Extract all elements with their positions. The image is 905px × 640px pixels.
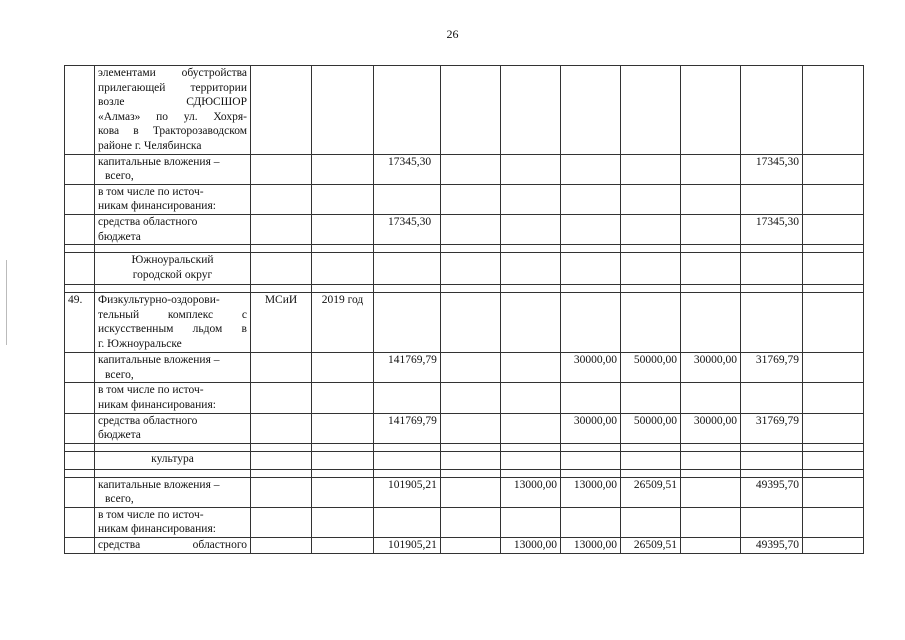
cell-empty <box>803 353 864 383</box>
cell-empty <box>621 383 681 413</box>
cell-empty <box>561 451 621 469</box>
cell-responsible <box>251 66 312 155</box>
description-line: г. Южноуральске <box>98 337 182 350</box>
table-row <box>65 477 864 507</box>
cell-value: 31769,79 <box>741 413 803 443</box>
cell-empty <box>681 214 741 244</box>
cell-total <box>374 451 441 469</box>
cell-index <box>65 184 95 214</box>
cell-empty <box>561 253 621 285</box>
table-row-spacer <box>65 245 864 253</box>
description-line: никам финансирования: <box>98 398 216 411</box>
cell-responsible <box>251 413 312 443</box>
description-line: в том числе по источ- <box>98 185 204 198</box>
cell-empty <box>441 538 501 554</box>
cell-responsible <box>251 538 312 554</box>
cell-responsible <box>251 154 312 184</box>
cell-year <box>312 538 374 554</box>
cell-empty <box>621 214 681 244</box>
cell-index <box>65 66 95 155</box>
cell-description <box>95 353 251 383</box>
cell-description <box>95 413 251 443</box>
cell-total: 141769,79 <box>374 353 441 383</box>
cell-description <box>95 214 251 244</box>
cell-value: 26509,51 <box>621 538 681 554</box>
cell-empty <box>621 451 681 469</box>
cell-description <box>95 253 251 285</box>
description-line: средства областного <box>98 414 198 427</box>
cell-empty <box>441 353 501 383</box>
cell-empty <box>621 507 681 537</box>
cell-responsible <box>251 477 312 507</box>
cell-empty <box>681 383 741 413</box>
cell-total: 141769,79 <box>374 413 441 443</box>
cell-total <box>374 253 441 285</box>
cell-description <box>95 66 251 155</box>
cell-index <box>65 538 95 554</box>
description-line: возле СДЮСШОР <box>98 96 247 109</box>
description-line: тельный комплекс с <box>98 308 247 321</box>
cell-index <box>65 353 95 383</box>
table-row <box>65 538 864 554</box>
cell-empty <box>803 253 864 285</box>
cell-empty <box>561 184 621 214</box>
description-line: всего, <box>105 493 134 506</box>
cell-year <box>312 413 374 443</box>
cell-empty <box>741 383 803 413</box>
cell-total: 101905,21 <box>374 477 441 507</box>
cell-description <box>95 293 251 353</box>
cell-empty <box>681 184 741 214</box>
cell-index <box>65 451 95 469</box>
cell-empty <box>441 253 501 285</box>
description-line: в том числе по источ- <box>98 384 204 397</box>
cell-value: 50000,00 <box>621 413 681 443</box>
cell-empty <box>501 451 561 469</box>
cell-empty <box>441 451 501 469</box>
cell-total: 17345,30 <box>374 154 441 184</box>
cell-empty <box>741 507 803 537</box>
cell-empty <box>803 451 864 469</box>
table-row <box>65 507 864 537</box>
cell-empty <box>441 293 501 353</box>
table-row <box>65 451 864 469</box>
table-row <box>65 293 864 353</box>
description-line: Южноуральский <box>131 254 214 267</box>
cell-description <box>95 154 251 184</box>
table-row <box>65 353 864 383</box>
cell-empty <box>803 66 864 155</box>
cell-value: 13000,00 <box>561 538 621 554</box>
cell-total <box>374 507 441 537</box>
cell-empty <box>681 66 741 155</box>
cell-empty <box>681 538 741 554</box>
cell-empty <box>501 507 561 537</box>
cell-empty <box>501 353 561 383</box>
description-line: искусственным льдом в <box>98 323 247 336</box>
cell-empty <box>501 383 561 413</box>
cell-responsible <box>251 214 312 244</box>
cell-responsible <box>251 184 312 214</box>
description-line: капитальные вложения – <box>98 155 220 168</box>
cell-empty <box>441 413 501 443</box>
cell-total <box>374 184 441 214</box>
cell-description <box>95 538 251 554</box>
description-line: никам финансирования: <box>98 200 216 213</box>
cell-empty <box>681 451 741 469</box>
table-row <box>65 253 864 285</box>
cell-total: 101905,21 <box>374 538 441 554</box>
cell-responsible <box>251 451 312 469</box>
cell-empty <box>621 184 681 214</box>
table-row-spacer <box>65 469 864 477</box>
scan-margin-mark <box>6 260 7 345</box>
cell-responsible <box>251 507 312 537</box>
cell-empty <box>501 184 561 214</box>
cell-year: 2019 год <box>312 293 374 353</box>
table-row <box>65 413 864 443</box>
cell-year <box>312 507 374 537</box>
description-line: всего, <box>105 368 134 381</box>
cell-total <box>374 293 441 353</box>
cell-empty <box>501 293 561 353</box>
cell-empty <box>561 154 621 184</box>
cell-index: 49. <box>65 293 95 353</box>
cell-empty <box>681 293 741 353</box>
cell-empty <box>803 154 864 184</box>
description-line: Физкультурно-оздорови- <box>98 294 220 307</box>
cell-responsible <box>251 253 312 285</box>
cell-empty <box>561 214 621 244</box>
cell-responsible <box>251 383 312 413</box>
cell-empty <box>441 66 501 155</box>
table-row-spacer <box>65 443 864 451</box>
cell-empty <box>441 184 501 214</box>
cell-total <box>374 383 441 413</box>
cell-empty <box>803 184 864 214</box>
cell-empty <box>501 154 561 184</box>
table-row <box>65 184 864 214</box>
table-row-spacer <box>65 285 864 293</box>
cell-responsible <box>251 353 312 383</box>
cell-responsible: МСиИ <box>251 293 312 353</box>
cell-empty <box>441 507 501 537</box>
cell-value: 30000,00 <box>681 353 741 383</box>
description-line: кова в Тракторозаводском <box>98 125 247 138</box>
description-line: городской округ <box>132 268 213 281</box>
cell-empty <box>561 66 621 155</box>
cell-empty <box>681 507 741 537</box>
cell-empty <box>741 184 803 214</box>
cell-empty <box>741 66 803 155</box>
cell-value: 31769,79 <box>741 353 803 383</box>
cell-empty <box>803 477 864 507</box>
description-line: бюджета <box>98 230 141 243</box>
cell-year <box>312 451 374 469</box>
cell-value: 30000,00 <box>561 353 621 383</box>
cell-description <box>95 451 251 469</box>
cell-empty <box>621 253 681 285</box>
cell-year <box>312 477 374 507</box>
cell-value: 13000,00 <box>501 538 561 554</box>
cell-empty <box>441 383 501 413</box>
description-line: средства областного <box>98 539 247 552</box>
cell-empty <box>621 293 681 353</box>
cell-empty <box>561 507 621 537</box>
cell-description <box>95 383 251 413</box>
table-row <box>65 66 864 155</box>
cell-index <box>65 477 95 507</box>
cell-year <box>312 154 374 184</box>
cell-value: 13000,00 <box>501 477 561 507</box>
cell-index <box>65 507 95 537</box>
cell-empty <box>803 507 864 537</box>
description-line: никам финансирования: <box>98 523 216 536</box>
cell-empty <box>681 477 741 507</box>
cell-empty <box>441 154 501 184</box>
description-line: средства областного <box>98 215 198 228</box>
cell-empty <box>803 214 864 244</box>
cell-value: 30000,00 <box>681 413 741 443</box>
description-line: прилегающей территории <box>98 81 247 94</box>
cell-empty <box>621 66 681 155</box>
cell-value: 26509,51 <box>621 477 681 507</box>
cell-empty <box>501 413 561 443</box>
cell-empty <box>501 253 561 285</box>
cell-value: 30000,00 <box>561 413 621 443</box>
cell-total: 17345,30 <box>374 214 441 244</box>
cell-year <box>312 353 374 383</box>
cell-empty <box>803 293 864 353</box>
cell-description <box>95 507 251 537</box>
description-line: капитальные вложения – <box>98 478 220 491</box>
description-line: районе г. Челябинска <box>98 139 202 152</box>
description-line: элементами обустройства <box>98 67 247 79</box>
description-line: капитальные вложения – <box>98 354 220 367</box>
description-line: в том числе по источ- <box>98 508 204 521</box>
cell-year <box>312 383 374 413</box>
description-line: «Алмаз» по ул. Хохря- <box>98 110 247 123</box>
table-row <box>65 154 864 184</box>
cell-empty <box>561 383 621 413</box>
cell-empty <box>681 253 741 285</box>
cell-empty <box>561 293 621 353</box>
description-line: бюджета <box>98 429 141 442</box>
page-number: 26 <box>446 27 459 41</box>
table-row <box>65 214 864 244</box>
cell-empty <box>681 154 741 184</box>
cell-value: 49395,70 <box>741 477 803 507</box>
cell-empty <box>741 293 803 353</box>
cell-index <box>65 154 95 184</box>
table-row <box>65 383 864 413</box>
cell-empty <box>441 214 501 244</box>
cell-index <box>65 383 95 413</box>
cell-empty <box>441 477 501 507</box>
cell-index <box>65 253 95 285</box>
cell-description <box>95 477 251 507</box>
cell-year <box>312 66 374 155</box>
budget-table <box>64 65 864 554</box>
cell-empty <box>501 66 561 155</box>
cell-value: 49395,70 <box>741 538 803 554</box>
description-line: всего, <box>105 170 134 183</box>
cell-empty <box>803 383 864 413</box>
cell-total <box>374 66 441 155</box>
cell-empty <box>741 451 803 469</box>
cell-value: 17345,30 <box>741 214 803 244</box>
cell-index <box>65 413 95 443</box>
cell-value: 17345,30 <box>741 154 803 184</box>
cell-year <box>312 253 374 285</box>
cell-empty <box>803 413 864 443</box>
cell-empty <box>803 538 864 554</box>
cell-year <box>312 184 374 214</box>
cell-empty <box>741 253 803 285</box>
cell-value: 50000,00 <box>621 353 681 383</box>
cell-description <box>95 184 251 214</box>
cell-value: 13000,00 <box>561 477 621 507</box>
cell-empty <box>621 154 681 184</box>
cell-year <box>312 214 374 244</box>
cell-index <box>65 214 95 244</box>
description-line: культура <box>151 452 194 465</box>
cell-empty <box>501 214 561 244</box>
